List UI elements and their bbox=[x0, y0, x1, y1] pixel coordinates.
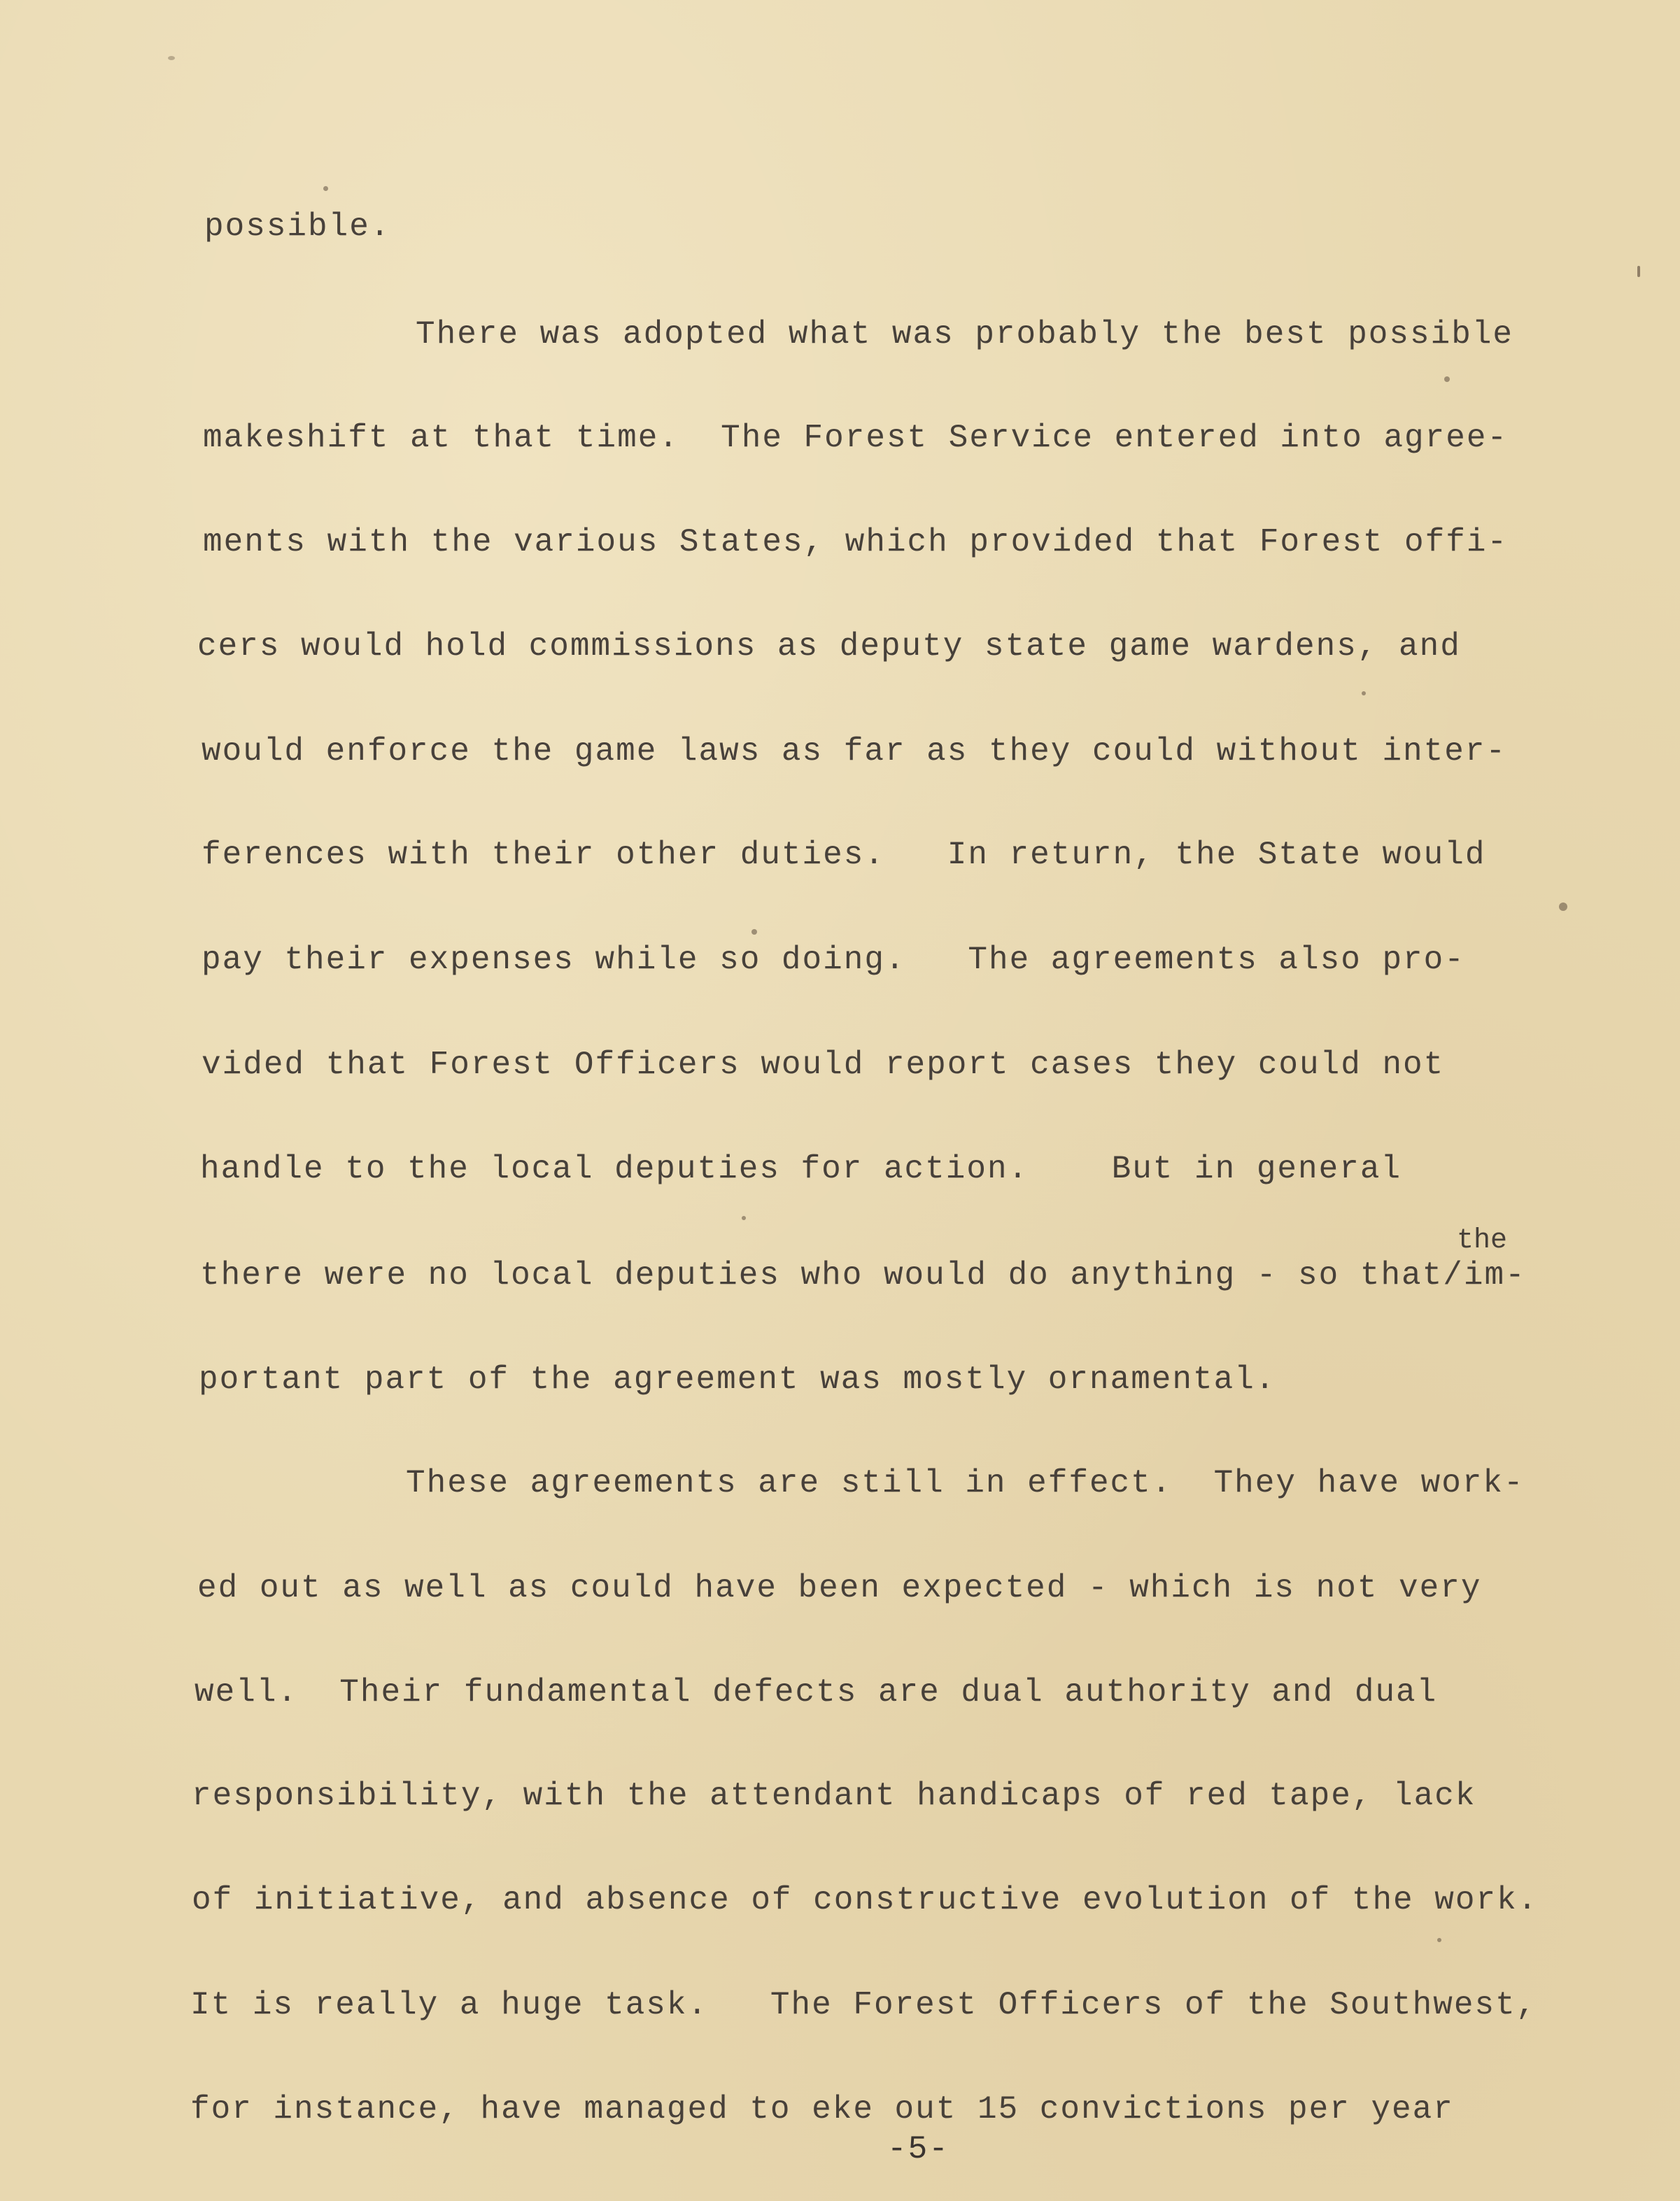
text-line: ments with the various States, which provided that Forest offi- bbox=[203, 524, 1509, 560]
paper-speck bbox=[742, 1216, 746, 1220]
paper-speck bbox=[1559, 903, 1567, 911]
paper-speck bbox=[323, 186, 328, 191]
text-line: handle to the local deputies for action. But in general bbox=[200, 1151, 1402, 1187]
paper-speck bbox=[1637, 266, 1640, 277]
text-line: responsibility, with the attendant handicaps of red tape, lack bbox=[192, 1778, 1476, 1814]
text-line: possible. bbox=[204, 208, 391, 245]
text-line: pay their expenses while so doing. The agreements also pro- bbox=[202, 942, 1465, 978]
text-line: ed out as well as could have been expected - which is not very bbox=[197, 1570, 1482, 1606]
text-line: would enforce the game laws as far as they could without inter- bbox=[202, 733, 1507, 770]
handwritten-insertion: the bbox=[1457, 1225, 1508, 1257]
page-number: -5- bbox=[887, 2131, 950, 2167]
text-line: vided that Forest Officers would report cases they could not bbox=[202, 1047, 1445, 1083]
text-line: makeshift at that time. The Forest Service entered into agree- bbox=[203, 420, 1509, 456]
text-line: of initiative, and absence of constructive evolution of the work. bbox=[192, 1882, 1539, 1918]
text-line: portant part of the agreement was mostly ornamental. bbox=[199, 1361, 1276, 1398]
text-line: These agreements are still in effect. They have work- bbox=[406, 1465, 1525, 1501]
text-line: for instance, have managed to eke out 15 convictions per year bbox=[190, 2091, 1454, 2128]
text-line: cers would hold commissions as deputy state game wardens, and bbox=[197, 628, 1461, 665]
text-line: there were no local deputies who would do anything - so that/im- bbox=[200, 1257, 1526, 1294]
text-line: ferences with their other duties. In return, the State would bbox=[202, 837, 1486, 873]
paper-speck bbox=[168, 56, 175, 60]
paper-speck bbox=[1444, 376, 1450, 382]
text-line: It is really a huge task. The Forest Officers of the Southwest, bbox=[190, 1987, 1537, 2023]
text-line: There was adopted what was probably the best possible bbox=[416, 316, 1514, 353]
text-line: well. Their fundamental defects are dual authority and dual bbox=[195, 1674, 1438, 1711]
paper-speck bbox=[1362, 691, 1366, 695]
paper-speck bbox=[751, 929, 757, 935]
paper-speck bbox=[1437, 1938, 1441, 1942]
